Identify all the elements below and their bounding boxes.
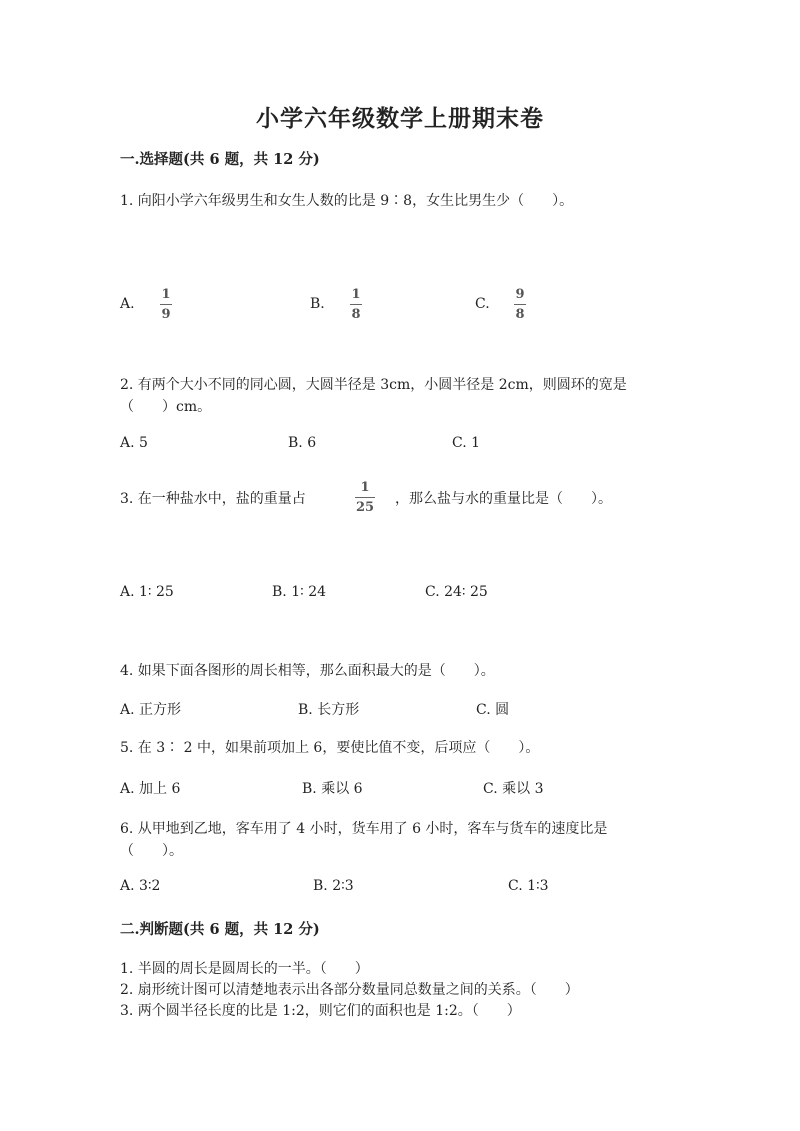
q2-option-a: A. 5 (120, 435, 148, 451)
judgement-item-2: 2. 扇形统计图可以清楚地表示出各部分数量同总数量之间的关系。（ ） (120, 982, 579, 998)
judgement-item-3: 3. 两个圆半径长度的比是 1:2，则它们的面积也是 1:2。（ ） (120, 1003, 521, 1019)
q3-option-b: B. 1∶ 24 (272, 584, 327, 600)
q1-option-c-label: C. (475, 296, 490, 312)
question-4-text: 4. 如果下面各图形的周长相等，那么面积最大的是（ ）。 (120, 663, 495, 679)
fraction-numerator: 1 (351, 287, 361, 302)
q1-option-a-fraction (160, 288, 172, 321)
fraction-bar (514, 304, 526, 305)
q5-option-a: A. 加上 6 (120, 781, 181, 797)
q1-option-b-fraction (350, 288, 362, 321)
judgement-item-1: 1. 半圆的周长是圆周长的一半。（ ） (120, 961, 369, 977)
fraction-numerator: 9 (515, 287, 525, 302)
question-3-text-after: ，那么盐与水的重量比是（ ）。 (395, 491, 612, 507)
fraction-denominator: 8 (515, 307, 525, 322)
fraction-denominator: 9 (161, 307, 171, 322)
q4-option-b: B. 长方形 (298, 702, 360, 718)
q3-option-a: A. 1∶ 25 (120, 584, 174, 600)
q5-option-b: B. 乘以 6 (302, 781, 363, 797)
fraction-numerator: 1 (360, 480, 370, 495)
question-6-line2: （ ）。 (120, 843, 183, 859)
fraction-denominator: 25 (355, 500, 375, 515)
fraction-numerator: 1 (161, 287, 171, 302)
q4-option-a: A. 正方形 (120, 702, 182, 718)
q1-option-a-label: A. (120, 296, 135, 312)
q3-fraction (355, 481, 375, 514)
fraction-denominator: 8 (351, 307, 361, 322)
q6-option-a: A. 3∶2 (120, 878, 161, 894)
question-2-line1: 2. 有两个大小不同的同心圆，大圆半径是 3cm，小圆半径是 2cm，则圆环的宽是 (120, 377, 627, 393)
question-2-line2: （ ）cm。 (120, 399, 212, 415)
question-1-text: 1. 向阳小学六年级男生和女生人数的比是 9∶8，女生比男生少（ ）。 (120, 193, 574, 209)
q4-option-c: C. 圆 (476, 702, 510, 718)
q3-option-c: C. 24∶ 25 (425, 584, 488, 600)
q6-option-c: C. 1∶3 (508, 878, 549, 894)
q2-option-b: B. 6 (288, 435, 317, 451)
fraction-bar (160, 304, 172, 305)
question-5-text: 5. 在 3∶ 2 中，如果前项加上 6，要使比值不变，后项应（ ）。 (120, 740, 540, 756)
q2-option-c: C. 1 (452, 435, 481, 451)
section-heading-choice: 一.选择题(共 6 题，共 12 分) (120, 151, 320, 168)
q1-option-c-fraction (514, 288, 526, 321)
q6-option-b: B. 2∶3 (313, 878, 354, 894)
page-title: 小学六年级数学上册期末卷 (256, 105, 544, 132)
question-6-line1: 6. 从甲地到乙地，客车用了 4 小时，货车用了 6 小时，客车与货车的速度比是 (120, 821, 608, 837)
q5-option-c: C. 乘以 3 (483, 781, 544, 797)
q1-option-b-label: B. (310, 296, 325, 312)
fraction-bar (355, 497, 375, 498)
question-3-text-before: 3. 在一种盐水中，盐的重量占 (120, 491, 306, 507)
section-heading-judgement: 二.判断题(共 6 题，共 12 分) (120, 921, 320, 938)
fraction-bar (350, 304, 362, 305)
